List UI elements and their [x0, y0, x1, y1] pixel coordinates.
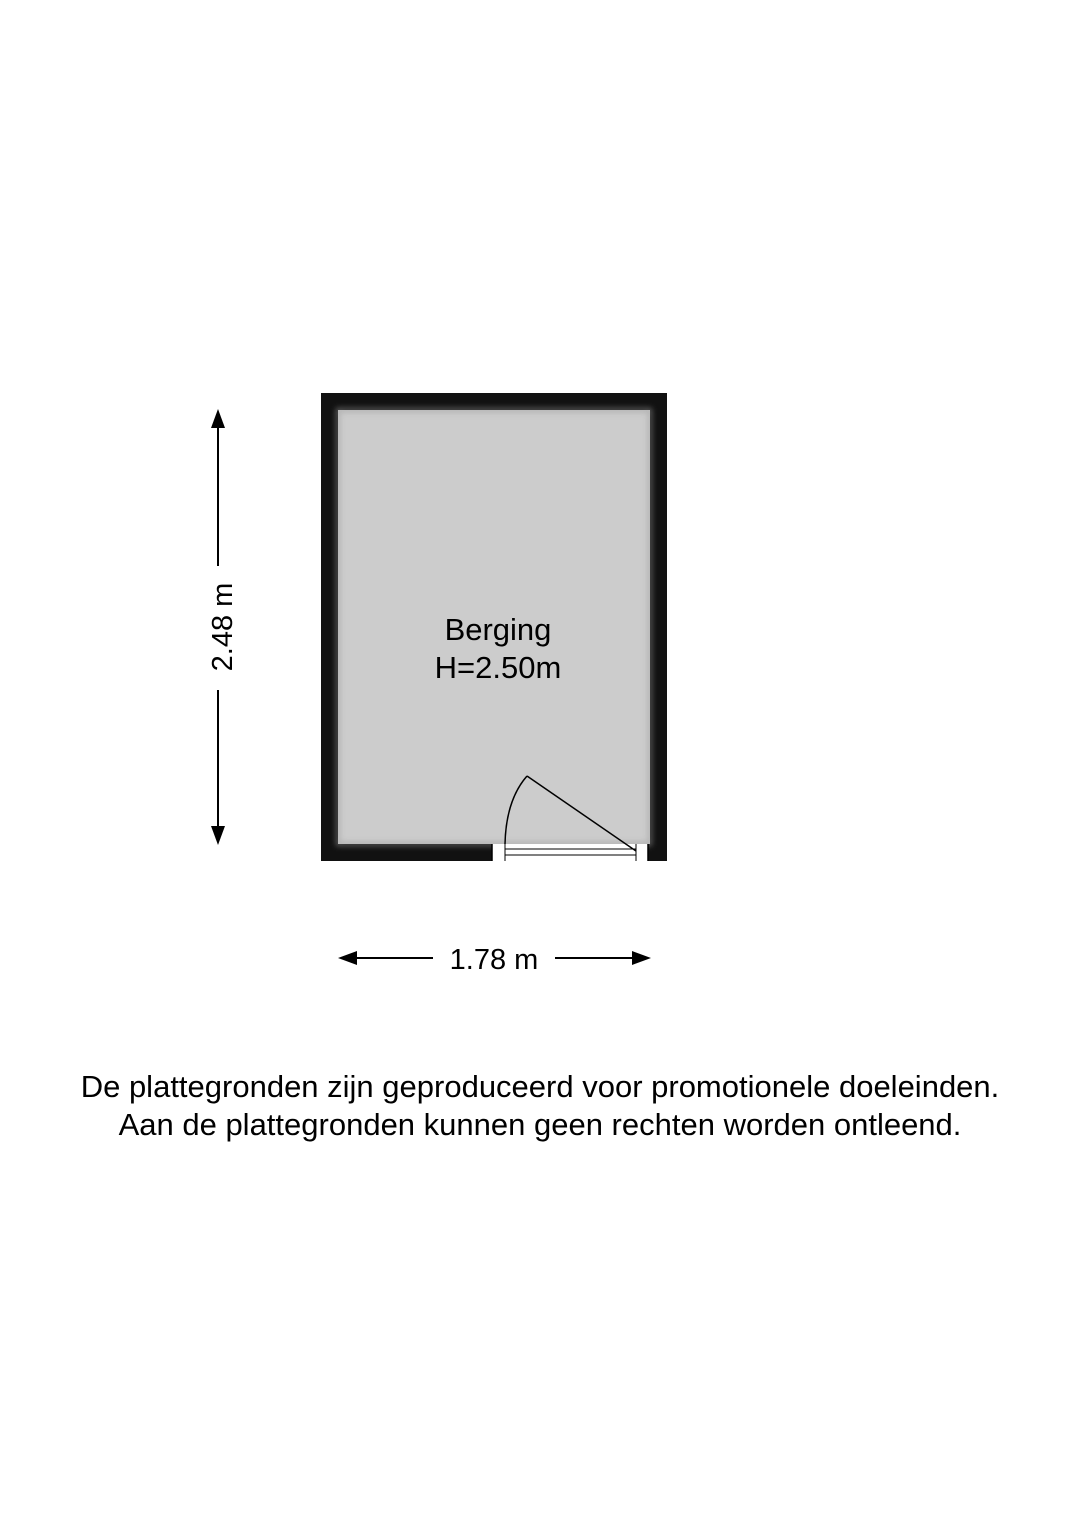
horizontal-dimension [338, 944, 651, 976]
disclaimer-line-2: Aan de plattegronden kunnen geen rechten worden ontleend. [118, 1107, 962, 1142]
room-height: H=2.50m [434, 650, 562, 685]
vertical-dimension [207, 409, 239, 845]
arrow-down-icon [211, 826, 225, 845]
arrow-right-icon [632, 951, 651, 965]
door-opening [492, 844, 648, 861]
room-name: Berging [444, 612, 552, 647]
arrow-up-icon [211, 409, 225, 428]
vertical-dimension-label: 2.48 m [207, 582, 239, 672]
horizontal-dimension-label: 1.78 m [449, 944, 539, 976]
disclaimer [0, 1068, 1080, 1144]
disclaimer-line-1: De plattegronden zijn geproduceerd voor promotionele doeleinden. [80, 1069, 1000, 1104]
arrow-left-icon [338, 951, 357, 965]
